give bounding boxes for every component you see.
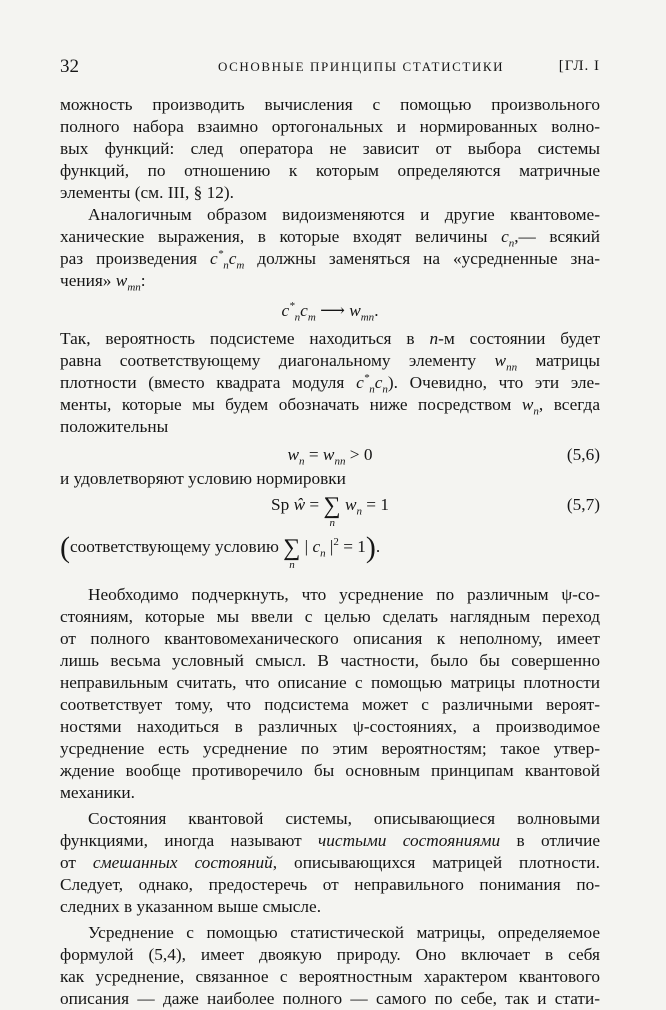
text-line: усреднение есть усреднение по этим вероятностям; такое утвер- [60,739,600,758]
chapter-marker: [ГЛ. I [558,58,600,74]
page-number: 32 [60,56,79,77]
text-line: вых функций: след оператора не зависит от выбора системы [60,139,600,158]
text-line: соответствует тому, что подсистема может с различными вероят- [60,695,600,714]
text-line: Необходимо подчеркнуть, что усреднение по различным ψ-со- [88,585,600,604]
text-line: (соответствующему условию ∑ n | $c_n$ $|^2 = 1$). [60,531,381,571]
equation: $w_n = w_{nn} > 0$ (5,6) [287,445,600,468]
equation-number: (5,7) [566,495,600,514]
text-line: ностями находиться в различных ψ-состояниях, а производимое [60,717,600,736]
text-line: элементы (см. III, § 12). [60,183,234,202]
running-title: ОСНОВНЫЕ ПРИНЦИПЫ СТАТИСТИКИ [218,59,505,74]
text-line: положительны [60,417,169,436]
sum-symbol: ∑ n [323,493,341,529]
text-line: ханические выражения, в которые входят величины $c_n,—$ всякий [60,227,600,250]
page-header [60,56,600,82]
emphasis-term: смешанных состояний [92,853,273,872]
text-line: функциями, иногда называют чистыми состояниями в отличие [60,831,600,850]
text-line: как усреднение, связанное с вероятностным характером квантового [60,967,600,986]
text-line: ждение вообще противоречило бы основным принципам квантовой [60,761,600,780]
text-line: плотности (вместо квадрата модуля $c^*_nc_n$). Очевидно, что эти эле- [60,372,600,396]
text-line: чения» $w_{mn}$: [60,271,146,294]
text-line: Состояния квантовой системы, описывающиеся волновыми [88,809,600,828]
text-line: описания — даже наиболее полного — самого по себе, так и стати- [60,989,600,1008]
text-line: можность производить вычисления с помощью произвольного [60,95,600,114]
text-line: Так, вероятность подсистеме находиться в n-м состоянии будет [60,329,600,348]
equation: Sp ŵ = ∑ n $w_n = 1$ (5,7) [271,493,600,529]
emphasis-term: чистыми состояниями [318,831,501,850]
text-line: полного набора взаимно ортогональных и нормированных волно- [60,117,600,136]
text-line: и удовлетворяют условию нормировки [60,469,346,488]
equation: $c^*_nc_m$ ⟶ $w_{mn}$. [281,300,379,324]
text-line: Усреднение с помощью статистической матрицы, определяемое [88,923,600,942]
text-line: Аналогичным образом видоизменяются и другие квантовоме- [88,205,600,224]
text-line: Следует, однако, предостеречь от неправильного понимания по- [60,875,600,894]
text-line: менты, которые мы будем обозначать ниже посредством $w_n$, всегда [60,395,600,418]
text-line: лишь весьма условный смысл. В частности, было бы совершенно [60,651,600,670]
text-line: от полного квантовомеханического описания к неполному, имеет [60,629,600,648]
text-line: от смешанных состояний, описывающихся матрицей плотности. [60,853,600,872]
text-line: равна соответствующему диагональному элементу $w_{nn}$ матрицы [60,351,601,374]
text-line: раз произведения $c^*_nc_m$ должны заменяться на «усредненные зна- [60,248,600,272]
text-line: механики. [60,783,135,802]
equation-number: (5,6) [566,445,600,464]
text-line: формулой (5,4), имеет двоякую природу. Оно включает в себя [60,945,600,964]
text-line: следних в указанном выше смысле. [60,897,322,916]
sum-symbol: ∑ n [283,535,301,571]
text-line: неправильным считать, что описание с помощью матрицы плотности [60,673,600,692]
text-line: стояниям, которые мы ввели с целью сделать наглядным переход [60,607,600,626]
text-line: функций, по отношению к которым определяются матричные [60,161,600,180]
